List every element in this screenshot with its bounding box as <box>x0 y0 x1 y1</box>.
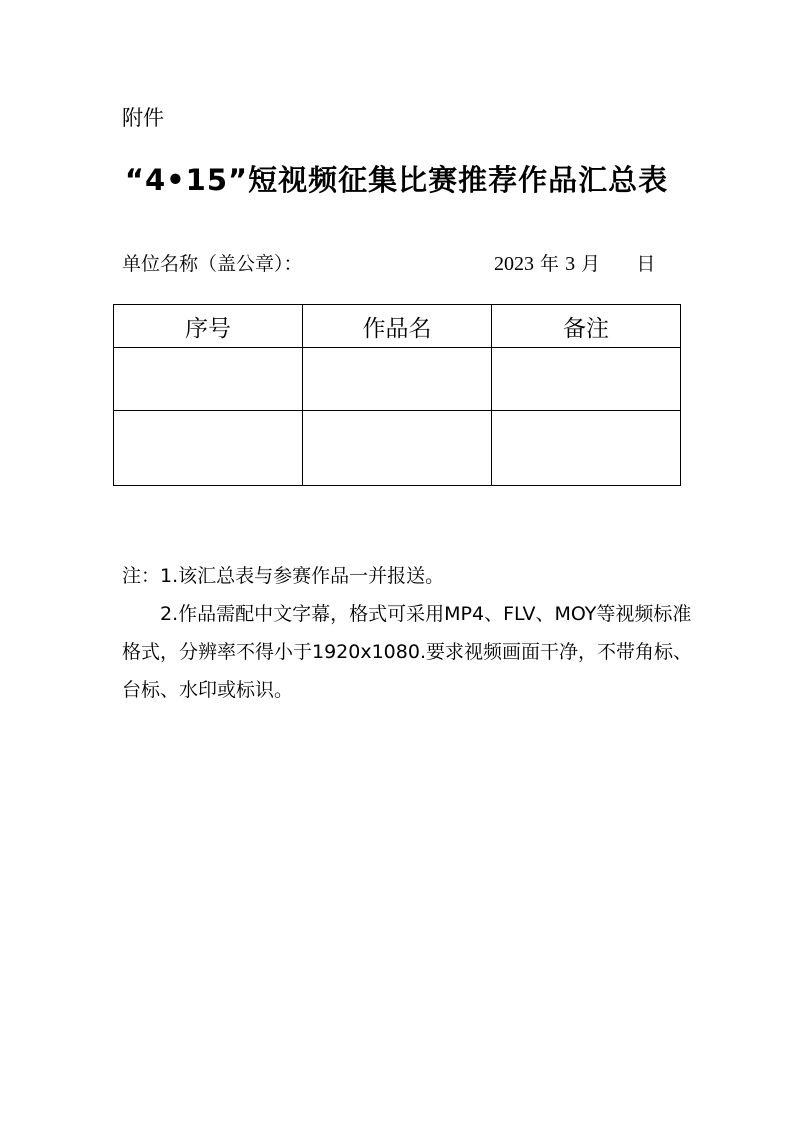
table-cell-number[interactable] <box>114 411 303 486</box>
table-cell-remarks[interactable] <box>492 348 681 411</box>
date-year: 2023 <box>494 253 534 275</box>
summary-table <box>113 304 681 486</box>
note-line-2: 2.作品需配中文字幕，格式可采用MP4、FLV、MOY等视频标准格式，分辨率不得小于1920x1080.要求视频画面干净，不带角标、台标、水印或标识。 <box>122 603 692 701</box>
column-header-number: 序号 <box>114 305 303 348</box>
attachment-label: 附件 <box>122 106 164 130</box>
table-row <box>114 348 681 411</box>
unit-date-row <box>122 250 662 278</box>
table-cell-work-name[interactable] <box>303 411 492 486</box>
table-cell-number[interactable] <box>114 348 303 411</box>
date-day-suffix: 日 <box>636 253 656 275</box>
page-title: “4•15”短视频征集比赛推荐作品汇总表 <box>124 163 669 197</box>
date-month: 3 <box>565 253 576 275</box>
date-month-suffix: 月 <box>581 253 601 275</box>
table-header-row <box>114 305 681 348</box>
notes-section <box>122 557 692 709</box>
date-year-suffix: 年 <box>540 253 560 275</box>
table-cell-remarks[interactable] <box>492 411 681 486</box>
date-field <box>494 250 655 278</box>
column-header-work-name: 作品名 <box>303 305 492 348</box>
table-cell-work-name[interactable] <box>303 348 492 411</box>
note-line-1: 注：1.该汇总表与参赛作品一并报送。 <box>122 565 445 587</box>
unit-name-label: 单位名称（盖公章）： <box>122 253 303 275</box>
column-header-remarks: 备注 <box>492 305 681 348</box>
table-row <box>114 411 681 486</box>
